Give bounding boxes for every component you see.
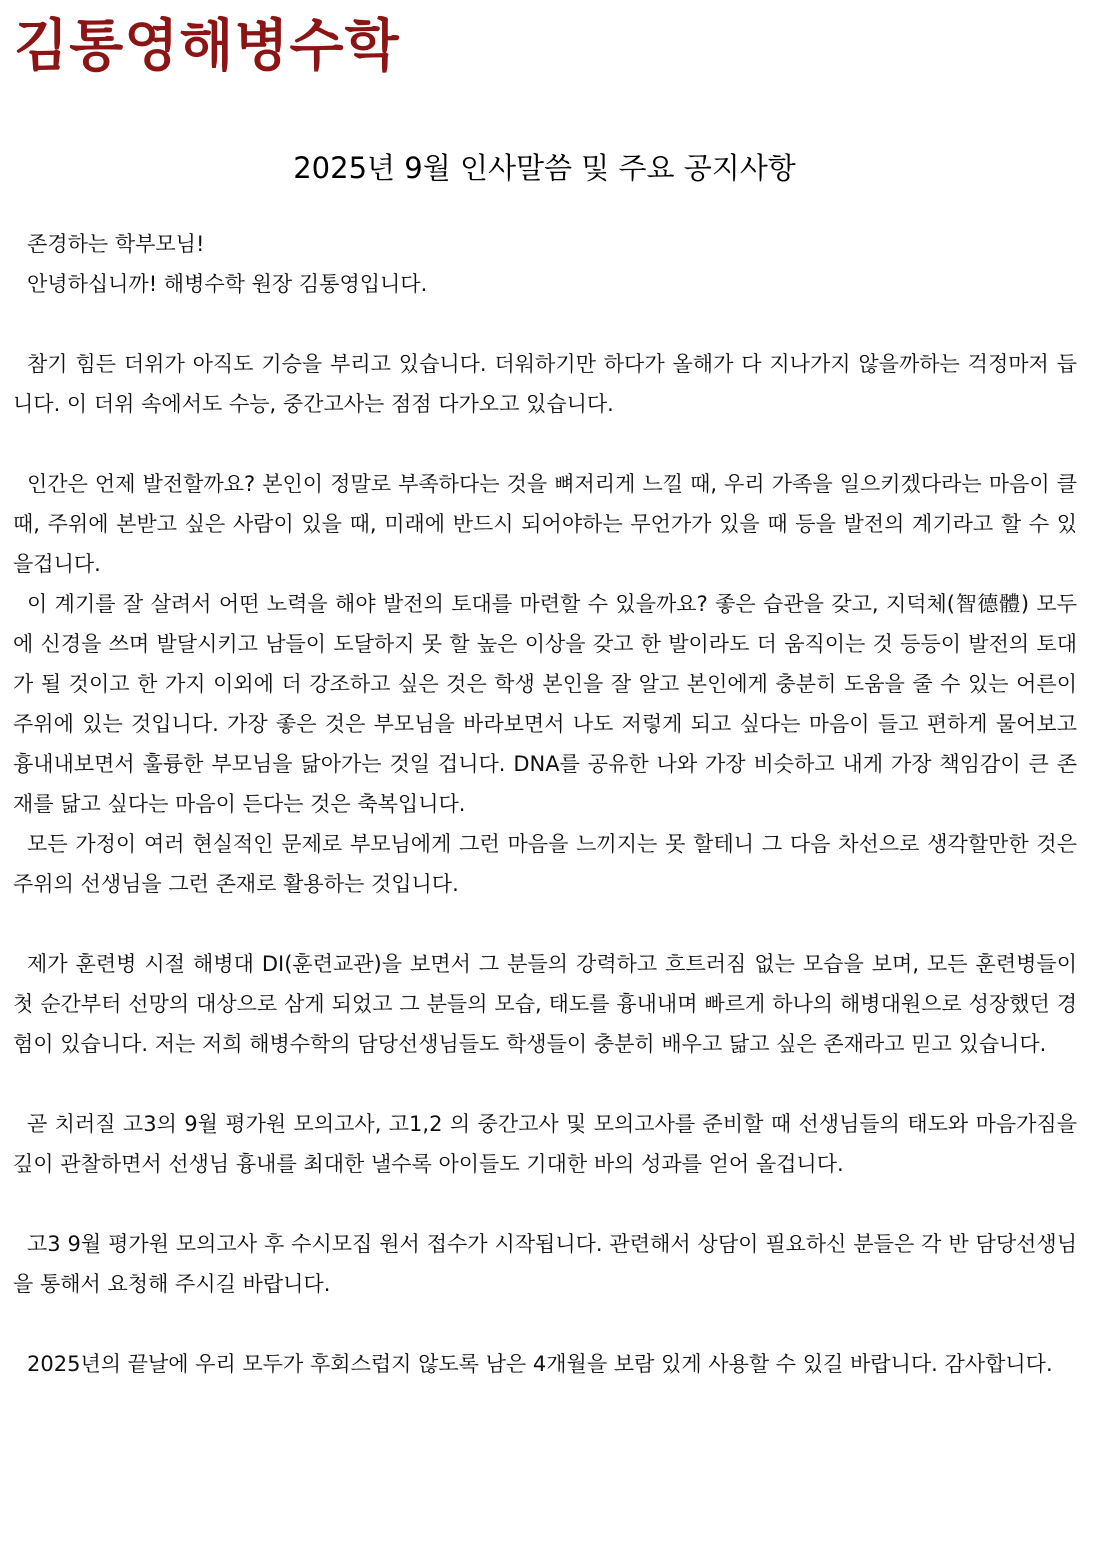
- paragraph-admissions: 고3 9월 평가원 모의고사 후 수시모집 원서 접수가 시작됩니다. 관련해서 상담이 필요하신 분들은 각 반 담당선생님을 통해서 요청해 주시길 바랍니다.: [13, 1232, 1077, 1296]
- paragraph-growth: 인간은 언제 발전할까요? 본인이 정말로 부족하다는 것을 뼈저리게 느낄 때, 우리 가족을 일으키겠다라는 마음이 클 때, 주위에 본받고 싶은 사람이 있을 때, 미래에 반드시 되어야하는 무언가가 있을 때 등을 발전의 계기라고 할 수 있을겁니다.: [13, 472, 1077, 576]
- notice-title: 2025년 9월 인사말씀 및 주요 공지사항: [293, 151, 796, 185]
- paragraph-heat: 참기 힘든 더위가 아직도 기승을 부리고 있습니다. 더워하기만 하다가 올해가 다 지나가지 않을까하는 걱정마저 듭니다. 이 더위 속에서도 수능, 중간고사는 점점 다가오고 있습니다.: [13, 352, 1077, 416]
- greeting-line-1: 존경하는 학부모님!: [27, 232, 205, 256]
- paragraph-exams: 곧 치러질 고3의 9월 평가원 모의고사, 고1,2 의 중간고사 및 모의고사를 준비할 때 선생님들의 태도와 마음가짐을 깊이 관찰하면서 선생님 흉내를 최대한 낼수록 아이들도 기대한 바의 성과를 얻어 올겁니다.: [13, 1112, 1077, 1176]
- paragraph-marines: 제가 훈련병 시절 해병대 DI(훈련교관)을 보면서 그 분들의 강력하고 흐트러짐 없는 모습을 보며, 모든 훈련병들이 첫 순간부터 선망의 대상으로 삼게 되었고 그 분들의 모습, 태도를 흉내내며 빠르게 하나의 해병대원으로 성장했던 경험이 있습니다. 저는 저희 해병수학의 담당선생님들도 학생들이 충분히 배우고 닮고 싶은 존재라고 믿고 있습니다.: [13, 952, 1077, 1056]
- greeting-line-2: 안녕하십니까! 해병수학 원장 김통영입니다.: [27, 272, 428, 296]
- academy-logo: 김통영해병수학: [14, 13, 400, 79]
- paragraph-closing: 2025년의 끝날에 우리 모두가 후회스럽지 않도록 남은 4개월을 보람 있게 사용할 수 있길 바랍니다. 감사합니다.: [27, 1352, 1053, 1376]
- paragraph-foundation: 이 계기를 잘 살려서 어떤 노력을 해야 발전의 토대를 마련할 수 있을까요? 좋은 습관을 갖고, 지덕체(智德體) 모두에 신경을 쓰며 발달시키고 남들이 도달하지 못 할 높은 이상을 갖고 한 발이라도 더 움직이는 것 등등이 발전의 토대가 될 것이고 한 가지 이외에 더 강조하고 싶은 것은 학생 본인을 잘 알고 본인에게 충분히 도움을 줄 수 있는 어른이 주위에 있는 것입니다. 가장 좋은 것은 부모님을 바라보면서 나도 저렇게 되고 싶다는 마음이 들고 편하게 물어보고 흉내내보면서 훌륭한 부모님을 닮아가는 것일 겁니다. DNA를 공유한 나와 가장 비슷하고 내게 가장 책임감이 큰 존재를 닮고 싶다는 마음이 든다는 것은 축복입니다.: [13, 592, 1077, 816]
- notice-body: [13, 224, 1077, 1384]
- paragraph-teachers: 모든 가정이 여러 현실적인 문제로 부모님에게 그런 마음을 느끼지는 못 할테니 그 다음 차선으로 생각할만한 것은 주위의 선생님을 그런 존재로 활용하는 것입니다.: [13, 832, 1077, 896]
